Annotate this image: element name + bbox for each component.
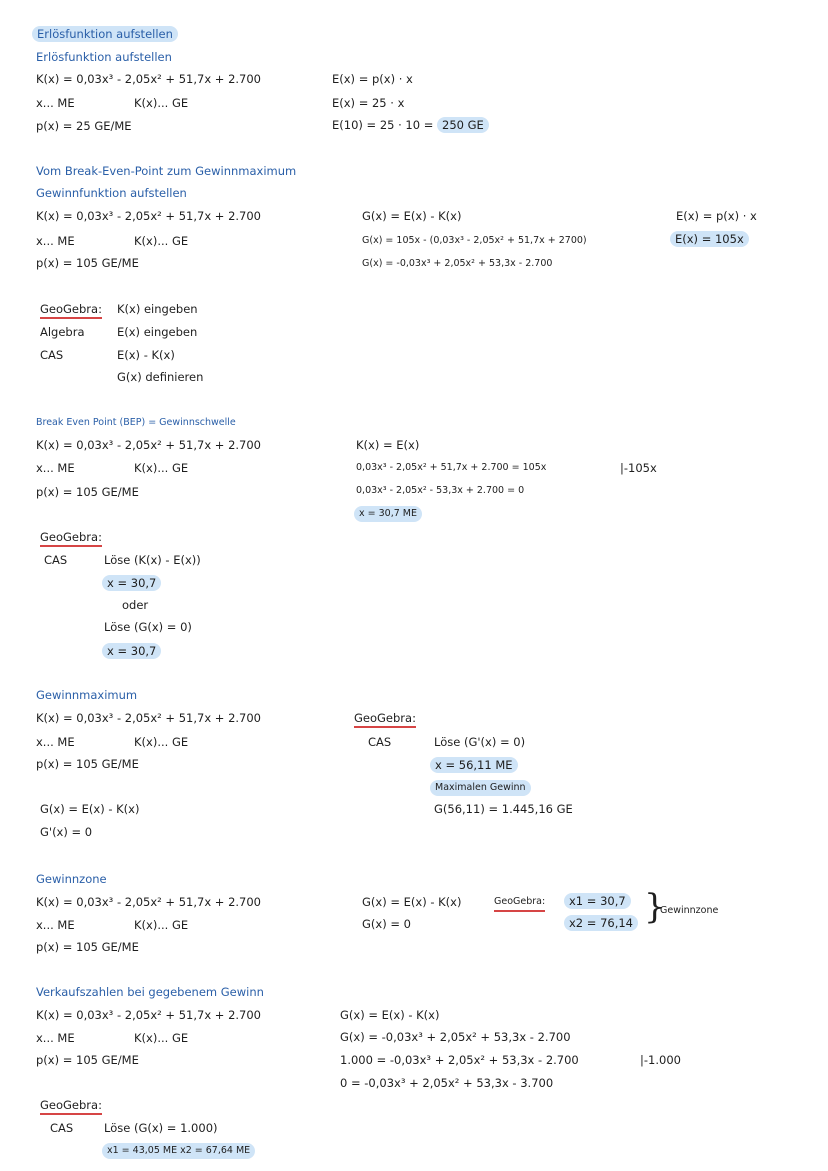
- unit-me: x... ME: [36, 1031, 75, 1045]
- unit-ge: K(x)... GE: [134, 1031, 189, 1045]
- price-function: p(x) = 105 GE/ME: [36, 757, 139, 771]
- unit-me: x... ME: [36, 918, 75, 932]
- section-title-highlight: Erlösfunktion aufstellen: [32, 26, 178, 42]
- unit-me: x... ME: [36, 234, 75, 248]
- brace-icon: }: [644, 887, 666, 927]
- cas-result: x1 = 43,05 ME x2 = 67,64 ME: [102, 1143, 255, 1159]
- step-item: E(x) - K(x): [117, 348, 175, 362]
- price-function: p(x) = 105 GE/ME: [36, 1053, 139, 1067]
- cas-command: Löse (K(x) - E(x)): [104, 553, 201, 567]
- zone-label: Gewinnzone: [660, 905, 719, 916]
- cas-result: x = 30,7: [102, 575, 161, 591]
- unit-ge: K(x)... GE: [134, 96, 189, 110]
- price-function: p(x) = 105 GE/ME: [36, 485, 139, 499]
- profit-formula: G(x) = E(x) - K(x): [362, 209, 462, 223]
- unit-ge: K(x)... GE: [134, 461, 189, 475]
- section-title: Erlösfunktion aufstellen: [36, 50, 172, 64]
- equation-step: 0 = -0,03x³ + 2,05x² + 53,3x - 3.700: [340, 1076, 554, 1090]
- cas-result: x = 56,11 ME: [430, 757, 518, 773]
- cas-label: CAS: [44, 553, 68, 567]
- profit-condition: G(x) = 0: [362, 917, 411, 931]
- unit-ge: K(x)... GE: [134, 918, 189, 932]
- geogebra-label: GeoGebra:: [40, 530, 102, 547]
- profit-formula: G(x) = E(x) - K(x): [362, 895, 462, 909]
- geogebra-label: GeoGebra:: [354, 711, 416, 728]
- section-title: Verkaufszahlen bei gegebenem Gewinn: [36, 985, 264, 999]
- unit-ge: K(x)... GE: [134, 735, 189, 749]
- cost-function: K(x) = 0,03x³ - 2,05x² + 51,7x + 2.700: [36, 1008, 261, 1022]
- unit-me: x... ME: [36, 96, 75, 110]
- cas-result: x = 30,7: [102, 643, 161, 659]
- revenue-formula: E(x) = 25 · x: [332, 96, 405, 110]
- zone-bound: x1 = 30,7: [564, 893, 631, 909]
- profit-formula: G(x) = E(x) - K(x): [40, 802, 140, 816]
- section-title: Gewinnmaximum: [36, 688, 138, 702]
- cas-command: Löse (G(x) = 0): [104, 620, 192, 634]
- equation-step: 0,03x³ - 2,05x² - 53,3x + 2.700 = 0: [356, 485, 525, 496]
- equation-step: G(x) = E(x) - K(x): [340, 1008, 440, 1022]
- profit-formula: G(x) = -0,03x³ + 2,05x² + 53,3x - 2.700: [362, 258, 553, 269]
- zone-bound: x2 = 76,14: [564, 915, 638, 931]
- step-item: K(x) eingeben: [117, 302, 198, 316]
- cost-function: K(x) = 0,03x³ - 2,05x² + 51,7x + 2.700: [36, 209, 261, 223]
- profit-formula: G(x) = 105x - (0,03x³ - 2,05x² + 51,7x + 2700): [362, 235, 587, 246]
- revenue-formula: E(x) = p(x) · x: [676, 209, 757, 223]
- or-label: oder: [122, 598, 149, 612]
- revenue-formula: E(x) = p(x) · x: [332, 72, 413, 86]
- algebra-label: Algebra: [40, 325, 85, 339]
- section-title: Vom Break-Even-Point zum Gewinnmaximum: [36, 164, 297, 178]
- price-function: p(x) = 105 GE/ME: [36, 940, 139, 954]
- geogebra-label: GeoGebra:: [40, 1098, 102, 1115]
- cas-label: CAS: [368, 735, 392, 749]
- section-subtitle: Gewinnfunktion aufstellen: [36, 186, 187, 200]
- equation-step: G(x) = -0,03x³ + 2,05x² + 53,3x - 2.700: [340, 1030, 571, 1044]
- cas-label: CAS: [50, 1121, 74, 1135]
- price-function: p(x) = 25 GE/ME: [36, 119, 132, 133]
- operation-note: |-105x: [620, 461, 657, 475]
- result-highlight: 250 GE: [437, 117, 489, 133]
- revenue-result: E(x) = 105x: [670, 231, 749, 247]
- price-function: p(x) = 105 GE/ME: [36, 256, 139, 270]
- equation-step: 0,03x³ - 2,05x² + 51,7x + 2.700 = 105x: [356, 462, 547, 473]
- unit-ge: K(x)... GE: [134, 234, 189, 248]
- step-item: E(x) eingeben: [117, 325, 198, 339]
- cas-command: Löse (G(x) = 1.000): [104, 1121, 218, 1135]
- unit-me: x... ME: [36, 461, 75, 475]
- section-title: Break Even Point (BEP) = Gewinnschwelle: [36, 417, 236, 428]
- geogebra-label: GeoGebra:: [40, 302, 102, 319]
- equation-step: 1.000 = -0,03x³ + 2,05x² + 53,3x - 2.700: [340, 1053, 579, 1067]
- cost-function: K(x) = 0,03x³ - 2,05x² + 51,7x + 2.700: [36, 438, 261, 452]
- section-title: Gewinnzone: [36, 872, 107, 886]
- cost-function: K(x) = 0,03x³ - 2,05x² + 51,7x + 2.700: [36, 711, 261, 725]
- equation-step: K(x) = E(x): [356, 438, 420, 452]
- step-item: G(x) definieren: [117, 370, 204, 384]
- cas-label: CAS: [40, 348, 64, 362]
- unit-me: x... ME: [36, 735, 75, 749]
- equation-result: x = 30,7 ME: [354, 506, 422, 522]
- revenue-result: E(10) = 25 · 10 = 250 GE: [332, 118, 489, 132]
- derivative-condition: G'(x) = 0: [40, 825, 93, 839]
- cas-command: Löse (G'(x) = 0): [434, 735, 526, 749]
- max-profit-result: G(56,11) = 1.445,16 GE: [434, 802, 573, 816]
- max-profit-label: Maximalen Gewinn: [430, 780, 531, 796]
- geogebra-label: GeoGebra:: [494, 895, 545, 912]
- cost-function: K(x) = 0,03x³ - 2,05x² + 51,7x + 2.700: [36, 895, 261, 909]
- cost-function: K(x) = 0,03x³ - 2,05x² + 51,7x + 2.700: [36, 72, 261, 86]
- operation-note: |-1.000: [640, 1053, 681, 1067]
